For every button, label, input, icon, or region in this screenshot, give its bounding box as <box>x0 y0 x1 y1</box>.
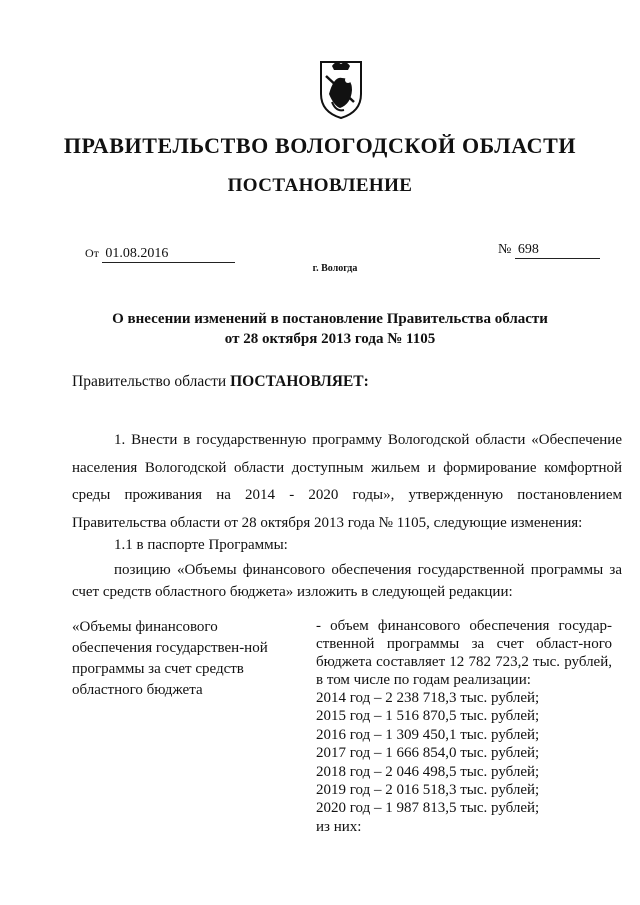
paragraph-2: позицию «Объемы финансового обеспечения государственной программы за счет средств областного бюджета» изложить в следующей редакции: <box>72 562 622 600</box>
date-value: 01.08.2016 <box>102 246 235 263</box>
year-line: 2017 год – 1 666 854,0 тыс. рублей; <box>316 745 540 762</box>
paragraph-1-1: 1.1 в паспорте Программы: <box>114 537 288 553</box>
vologda-coat-of-arms-icon <box>318 56 364 120</box>
document-date <box>85 246 235 263</box>
year-line: 2014 год – 2 238 718,3 тыс. рублей; <box>316 690 540 706</box>
table-right-cell <box>316 617 612 836</box>
decree-word: ПОСТАНОВЛЯЕТ: <box>230 373 369 390</box>
year-line: 2018 год – 2 046 498,5 тыс. рублей; <box>316 763 540 780</box>
decree-prefix: Правительство области <box>72 373 227 390</box>
decree-statement <box>72 373 369 391</box>
subject-line-1: О внесении изменений в постановление Правительства области <box>112 311 548 327</box>
year-line: 2019 год – 2 016 518,3 тыс. рублей; <box>316 782 540 799</box>
government-title: ПРАВИТЕЛЬСТВО ВОЛОГОДСКОЙ ОБЛАСТИ <box>63 133 577 158</box>
subject-line-2: от 28 октября 2013 года № 1105 <box>224 331 436 347</box>
paragraph-1: 1. Внести в государственную программу Вологодской области «Обеспечение населения Вологодской области доступным жильем и формирование комфортной среды проживания на 2014 - 2020 годы», утвержденную постановлением Правительства области от 28 октября 2013 года № 1105, следующие изменения: <box>72 432 622 531</box>
year-line: 2020 год – 1 987 813,5 тыс. рублей; <box>316 800 540 817</box>
year-line: 2016 год – 1 309 450,1 тыс. рублей; <box>316 726 540 743</box>
date-prefix: От <box>85 246 99 260</box>
number-value: 698 <box>515 242 600 259</box>
year-line: 2015 год – 1 516 870,5 тыс. рублей; <box>316 708 540 725</box>
funding-intro: - объем финансового обеспечения государ-ственной программы за счет област-ного бюджета составляет 12 782 723,2 тыс. рублей, в том числе по годам реализации: <box>316 618 612 688</box>
document-type: ПОСТАНОВЛЕНИЕ <box>227 175 413 196</box>
table-left-cell: «Объемы финансового обеспечения государствен-ной программы за счет средств областного бюджета <box>72 619 268 698</box>
document-subject <box>0 309 640 349</box>
number-prefix: № <box>498 242 512 257</box>
tail-text: из них: <box>316 818 362 835</box>
document-number <box>498 242 600 259</box>
city: г. Вологда <box>312 263 358 274</box>
